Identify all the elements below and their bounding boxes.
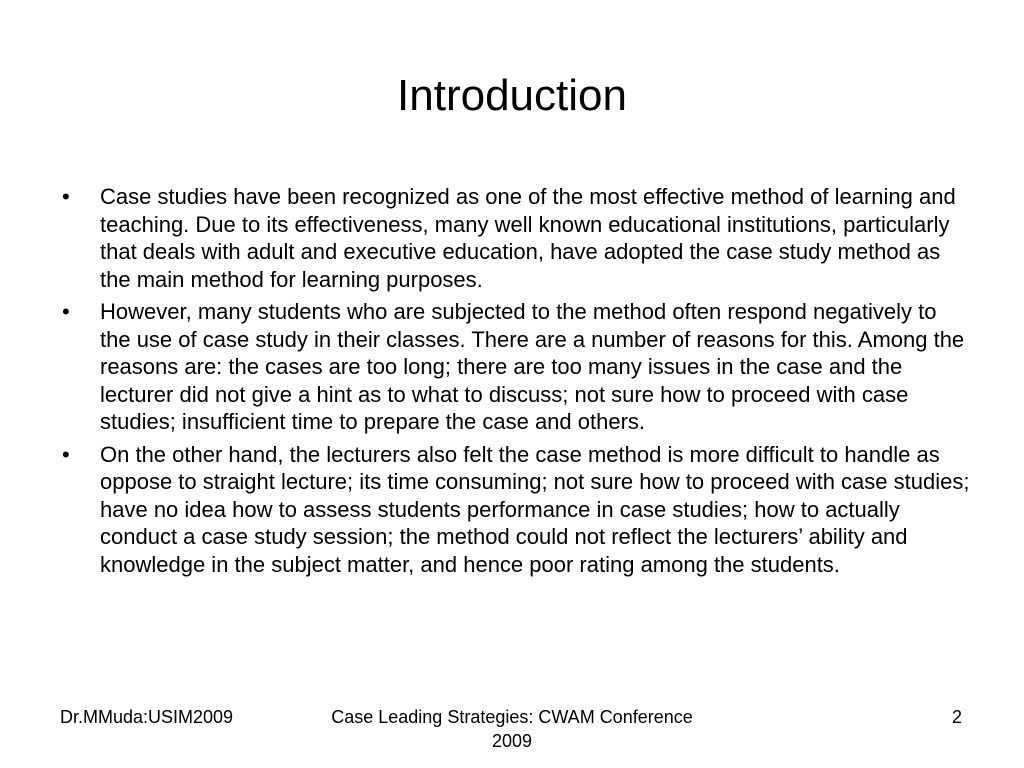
bullet-item	[60, 298, 970, 436]
bullet-text: On the other hand, the lecturers also felt the case method is more difficult to handle as oppose to straight lecture; its time consuming; not sure how to proceed with case studies; have no idea how to assess students performance in case studies; how to actually conduct a case study session; the method could not reflect the lecturers’ ability and knowledge in the subject matter, and hence poor rating among the students.	[100, 441, 970, 577]
bullet-marker: •	[62, 441, 70, 467]
slide-title: Introduction	[397, 71, 627, 120]
bullet-marker: •	[62, 299, 70, 324]
footer-author: Dr.MMuda:USIM2009	[60, 707, 234, 727]
bullet-text: However, many students who are subjected to the method often respond negatively to the use of case study in their classes. There are a number of reasons for this. Among the reasons are: the cases are too long; there are too many issues in the case and the lecturer did not give a hint as to what to discuss; not sure how to proceed with case studies; insufficient time to prepare the case and others.	[100, 299, 965, 434]
bullet-text: Case studies have been recognized as one of the most effective method of learning and teaching. Due to its effectiveness, many well known educational institutions, particularly that deals with adult and executive education, have adopted the case study method as the main method for learning purposes.	[100, 184, 956, 292]
bullet-item	[60, 183, 970, 293]
page-number: 2	[951, 707, 962, 727]
bullet-marker: •	[62, 184, 70, 209]
bullet-item	[60, 441, 970, 579]
bullet-list	[60, 183, 970, 583]
footer-presentation-title: Case Leading Strategies: CWAM Conference 2009	[331, 707, 693, 751]
